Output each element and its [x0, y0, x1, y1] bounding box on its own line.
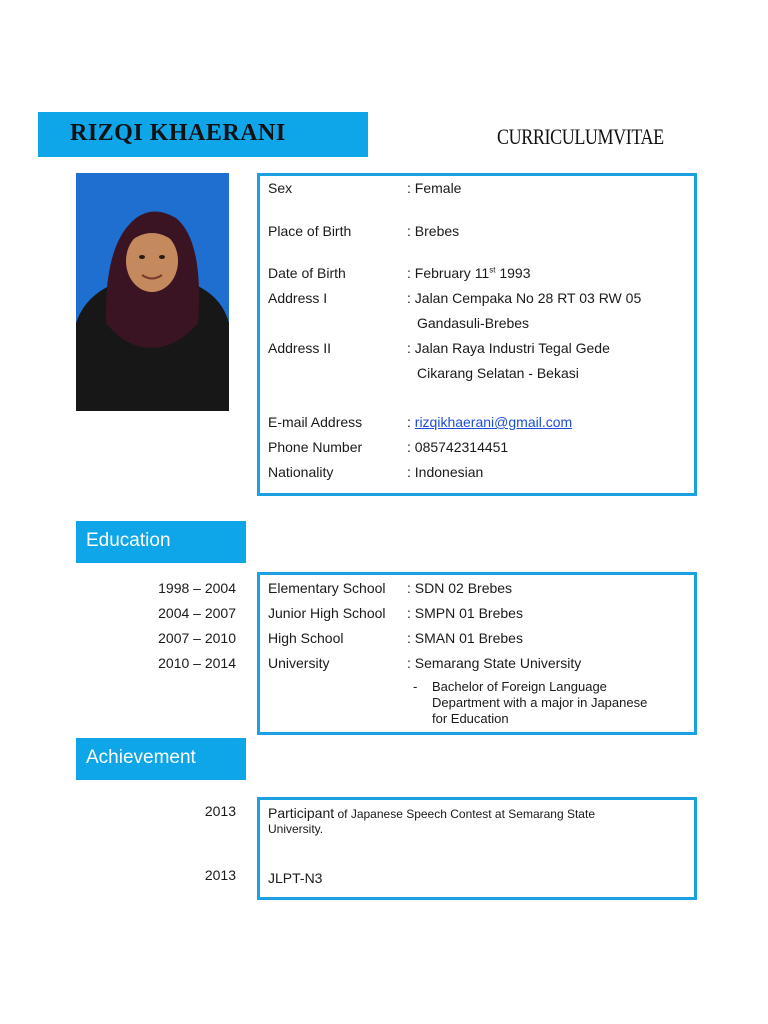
- education-level: Elementary School: [268, 580, 386, 596]
- degree-line: for Education: [432, 711, 509, 726]
- achievement-lead: Participant: [268, 805, 335, 821]
- dob-label: Date of Birth: [268, 265, 346, 281]
- achievement-year: 2013: [204, 803, 236, 819]
- achievement-text: [268, 805, 595, 821]
- address1-line2: Gandasuli-Brebes: [417, 315, 530, 331]
- pob-label: Place of Birth: [268, 223, 352, 239]
- degree-line: Bachelor of Foreign Language: [432, 679, 607, 694]
- achievement-desc: of Japanese Speech Contest at Semarang State: [334, 807, 595, 821]
- address1-label: Address I: [268, 290, 328, 306]
- education-years: 2010 – 2014: [158, 655, 236, 671]
- education-level: University: [268, 655, 330, 671]
- address2-label: Address II: [268, 340, 332, 356]
- nationality-label: Nationality: [268, 464, 334, 480]
- achievement-year: 2013: [204, 867, 236, 883]
- email-label: E-mail Address: [268, 414, 363, 430]
- candidate-name: RIZQI KHAERANI: [70, 120, 286, 146]
- achievement-heading: Achievement: [76, 738, 246, 780]
- address1-line1: : Jalan Cempaka No 28 RT 03 RW 05: [407, 290, 642, 306]
- education-years: 2007 – 2010: [158, 630, 236, 646]
- address2-line2: Cikarang Selatan - Bekasi: [417, 365, 579, 381]
- dob-value: [407, 265, 531, 281]
- email-colon: :: [407, 414, 415, 430]
- education-school: : Semarang State University: [407, 655, 582, 671]
- address2-line1: : Jalan Raya Industri Tegal Gede: [407, 340, 610, 356]
- sex-label: Sex: [268, 180, 293, 196]
- nationality-value: : Indonesian: [407, 464, 484, 480]
- phone-value: : 085742314451: [407, 439, 509, 455]
- education-school: : SMPN 01 Brebes: [407, 605, 523, 621]
- achievement-text-cont: University.: [268, 822, 324, 836]
- education-years: 1998 – 2004: [158, 580, 236, 596]
- education-school: : SDN 02 Brebes: [407, 580, 513, 596]
- dob-year: 1993: [495, 265, 531, 281]
- email-row: [407, 414, 572, 430]
- education-level: Junior High School: [268, 605, 386, 621]
- pob-value: : Brebes: [407, 223, 460, 239]
- degree-dash: -: [413, 679, 418, 694]
- dob-suffix: st: [489, 265, 496, 275]
- profile-photo: [76, 173, 229, 411]
- education-level: High School: [268, 630, 344, 646]
- phone-label: Phone Number: [268, 439, 363, 455]
- degree-line: Department with a major in Japanese: [432, 695, 648, 710]
- dob-day: : February 11: [407, 265, 490, 281]
- education-school: : SMAN 01 Brebes: [407, 630, 523, 646]
- education-heading: Education: [76, 521, 246, 563]
- document-title: CURRICULUMVITAE: [497, 124, 664, 149]
- sex-value: : Female: [407, 180, 462, 196]
- education-years: 2004 – 2007: [158, 605, 236, 621]
- achievement-text: JLPT-N3: [268, 870, 323, 886]
- email-link[interactable]: rizqikhaerani@gmail.com: [414, 414, 573, 430]
